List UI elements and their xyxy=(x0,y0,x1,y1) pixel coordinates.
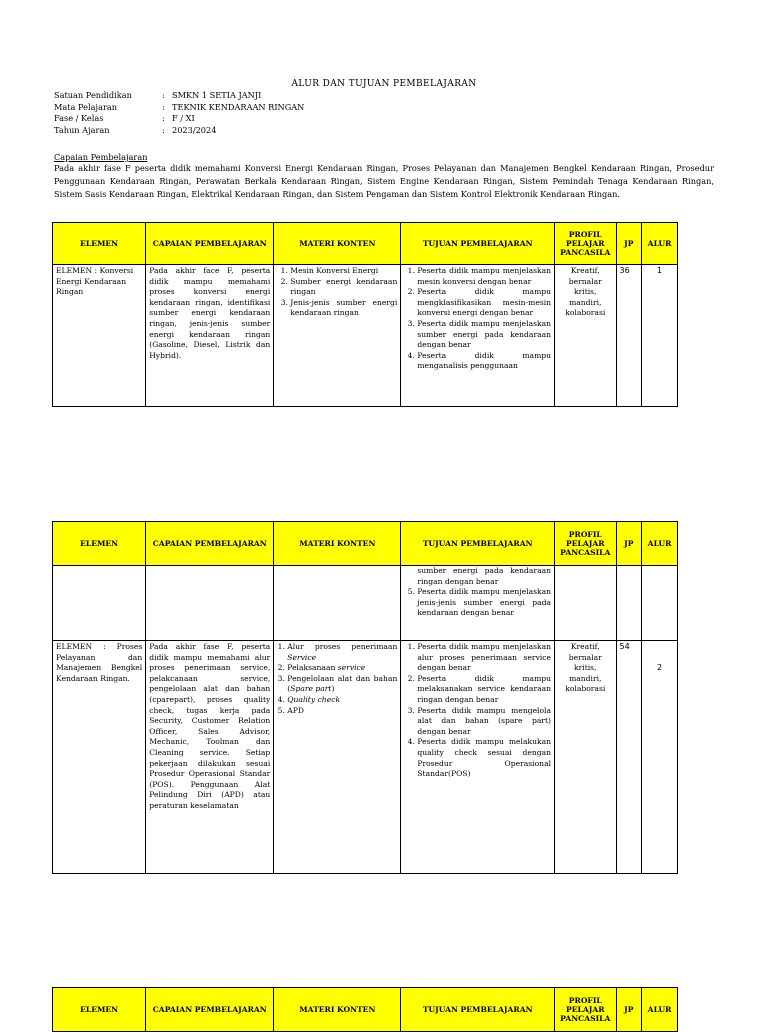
tujuan-cell xyxy=(401,566,555,641)
elemen-cell: ELEMEN : Proses Pelayanan dan Manajemen Bengkel Kendaraan Ringan. xyxy=(53,641,146,874)
atp-table-3 xyxy=(52,987,678,1032)
tujuan-item: 1. Peserta didik mampu menjelaskan mesin konversi dengan benar xyxy=(417,266,551,287)
header-elemen: ELEMEN xyxy=(53,223,146,265)
tujuan-cell xyxy=(401,265,555,407)
meta-row: Satuan Pendidikan : SMKN 1 SETIA JANJI xyxy=(54,90,262,100)
tujuan-continued: sumber energi pada kendaraan ringan dengan benar xyxy=(417,566,552,586)
tujuan-item: 4. Peserta didik mampu melakukan quality check sesuai dengan Prosedur Operasional Standar(POS) xyxy=(417,737,551,779)
header-capaian: CAPAIAN PEMBELAJARAN xyxy=(146,223,274,265)
materi-item: 2. Pelaksanaan service xyxy=(287,663,397,674)
document-title: ALUR DAN TUJUAN PEMBELAJARAN xyxy=(291,79,477,89)
header-capaian: CAPAIAN PEMBELAJARAN xyxy=(146,988,274,1032)
tujuan-item: 3. Peserta didik mampu mengelola alat dan bahan (spare part) dengan benar xyxy=(417,706,551,738)
materi-item: 1. Alur proses penerimaan Service xyxy=(287,642,397,663)
header-materi: MATERI KONTEN xyxy=(274,522,401,566)
atp-table-1 xyxy=(52,222,678,407)
capaian-heading: Capaian Pembelajaran xyxy=(54,152,148,162)
profil-cell: Kreatif, bernalar kritis, mandiri, kolaborasi xyxy=(555,641,616,874)
elemen-cell: ELEMEN : Konversi Energi Kendaraan Ringan xyxy=(53,265,146,407)
document-meta xyxy=(54,90,304,136)
meta-row: Mata Pelajaran : TEKNIK KENDARAAN RINGAN xyxy=(54,101,305,112)
table-row-continued xyxy=(53,566,678,641)
header-jp: JP xyxy=(616,223,642,265)
meta-label: Mata Pelajaran xyxy=(54,101,118,112)
header-elemen: ELEMEN xyxy=(53,522,146,566)
materi-cell xyxy=(274,641,401,874)
header-tujuan: TUJUAN PEMBELAJARAN xyxy=(401,223,555,265)
capaian-cell: Pada akhir face F, peserta didik mampu memahami proses konversi energi kendaraan ringan, identifikasi sumber energi kendaraan ringan, jenis-jenis sumber energi kendaraan ringan (Gasoline, Diesel, Listrik dan Hybrid). xyxy=(146,265,274,407)
meta-row: Tahun Ajaran : 2023/2024 xyxy=(54,124,217,135)
profil-cell: Kreatif, bernalar kritis, mandiri, kolaborasi xyxy=(555,265,616,407)
tujuan-item: 2. Peserta didik mampu mengklasifikasikan mesin-mesin konversi energi dengan benar xyxy=(417,287,551,319)
header-tujuan: TUJUAN PEMBELAJARAN xyxy=(401,522,555,566)
header-materi: MATERI KONTEN xyxy=(274,223,401,265)
table-header-row xyxy=(53,522,678,566)
header-elemen: ELEMEN xyxy=(53,988,146,1032)
meta-value: 2023/2024 xyxy=(172,124,217,135)
header-profil: PROFIL PELAJAR PANCASILA xyxy=(555,223,616,265)
header-profil: PROFIL PELAJAR PANCASILA xyxy=(555,988,616,1032)
tujuan-item: 4. Peserta didik mampu menganalisis penggunaan xyxy=(417,351,551,372)
table-row xyxy=(53,641,678,874)
tujuan-item: 2. Peserta didik mampu melaksanakan service kendaraan ringan dengan benar xyxy=(417,674,551,706)
materi-item: 4. Quality check xyxy=(287,695,397,706)
header-materi: MATERI KONTEN xyxy=(274,988,401,1032)
materi-item: 2. Sumber energi kendaraan ringan xyxy=(290,277,397,298)
meta-value: SMKN 1 SETIA JANJI xyxy=(172,90,262,100)
header-profil: PROFIL PELAJAR PANCASILA xyxy=(555,522,616,566)
materi-item: 1. Mesin Konversi Energi xyxy=(290,266,397,277)
tujuan-item: 5. Peserta didik mampu menjelaskan jenis-jenis sumber energi pada kendaraan dengan benar xyxy=(417,587,551,619)
atp-table-2 xyxy=(52,521,678,874)
meta-label: Fase / Kelas xyxy=(54,113,104,124)
header-alur: ALUR xyxy=(642,223,678,265)
materi-item: 3. Jenis-jenis sumber energi kendaraan ringan xyxy=(290,298,397,319)
materi-cell xyxy=(274,265,401,407)
alur-cell: 1 xyxy=(642,265,678,407)
table-header-row xyxy=(53,988,678,1032)
meta-value: F / XI xyxy=(172,113,195,124)
materi-item: 3. Pengelolaan alat dan bahan (Spare part) xyxy=(287,674,397,695)
header-alur: ALUR xyxy=(642,988,678,1032)
meta-label: Satuan Pendidikan xyxy=(54,90,132,100)
materi-item: 5. APD xyxy=(287,706,397,717)
tujuan-item: 1. Peserta didik mampu menjelaskan alur proses penerimaan service dengan benar xyxy=(417,642,551,674)
jp-cell: 36 xyxy=(616,265,642,407)
capaian-cell: Pada akhir fase F, peserta didik mampu memahami alur proses penerimaan service, pelakcanaan service, pengelolaan alat dan bahan (cparepart), proses quality check, tugas kerja pada Security, Customer Relation Officer, Sales Advisor, Mechanic, Toolman dan Cleaning service. Setiap pekerjaan dilakukan sesuai Prosedur Operasional Standar (POS). Penggunaan Alat Pelindung Diri (APD) atau peraturan keselamatan xyxy=(146,641,274,874)
jp-cell: 54 xyxy=(616,641,642,874)
header-tujuan: TUJUAN PEMBELAJARAN xyxy=(401,988,555,1032)
tujuan-item: 3. Peserta didik mampu menjelaskan sumber energi pada kendaraan dengan benar xyxy=(417,319,551,351)
tujuan-cell xyxy=(401,641,555,874)
meta-label: Tahun Ajaran xyxy=(54,124,110,135)
meta-row: Fase / Kelas : F / XI xyxy=(54,113,195,124)
capaian-text: Pada akhir fase F peserta didik memahami Konversi Energi Kendaraan Ringan, Proses Pelayanan dan Manajemen Bengkel Kendaraan Ringan, Prosedur Penggunaan Kendaraan Ringan, Perawatan Berkala Kendaraan Ringan, Sistem Engine Kendaraan Ringan, Sistem Pemindah Tenaga Kendaraan Ringan, Sistem Sasis Kendaraan Ringan, Elektrikal Kendaraan Ringan, dan Sistem Pengaman dan Sistem Kontrol Elektronik Kendaraan Ringan. xyxy=(54,163,714,200)
header-jp: JP xyxy=(616,522,642,566)
header-capaian: CAPAIAN PEMBELAJARAN xyxy=(146,522,274,566)
alur-cell: 2 xyxy=(642,641,678,874)
meta-value: TEKNIK KENDARAAN RINGAN xyxy=(172,101,305,112)
header-jp: JP xyxy=(616,988,642,1032)
table-row xyxy=(53,265,678,407)
table-header-row xyxy=(53,223,678,265)
header-alur: ALUR xyxy=(642,522,678,566)
